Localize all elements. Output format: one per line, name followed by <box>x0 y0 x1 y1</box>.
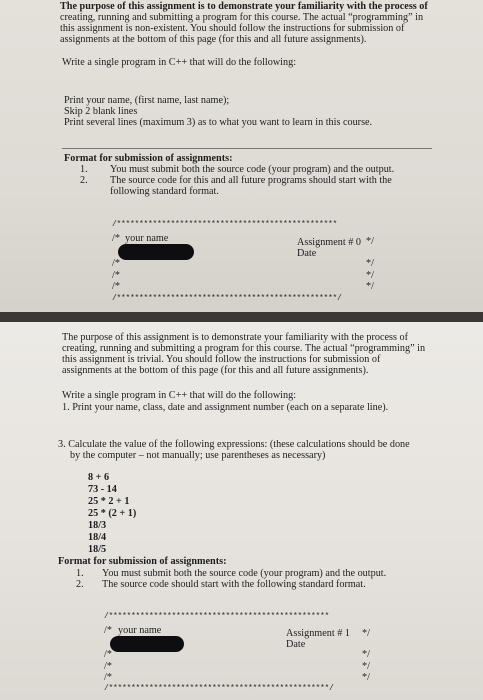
comment-open: /* <box>112 233 120 244</box>
intro-line: assignments at the bottom of this page (for this and all future assignments). <box>60 34 367 45</box>
intro-line: The purpose of this assignment is to demonstrate your familiarity with the process of <box>60 1 428 12</box>
comment-open: /* <box>104 661 112 672</box>
format-item-number: 1. <box>76 568 84 579</box>
comment-close: */ <box>362 649 370 660</box>
star-line-top: /************************************************* <box>112 220 338 229</box>
expression: 18/3 <box>88 520 107 531</box>
comment-open: /* <box>112 281 120 292</box>
format-item-number: 1. <box>80 164 88 175</box>
redaction-mark <box>118 244 194 260</box>
name-label: your name <box>118 625 162 636</box>
comment-close: */ <box>362 628 370 639</box>
star-line-bottom: /*************************************************/ <box>104 684 334 693</box>
star-line-bottom: /*************************************************/ <box>112 294 342 303</box>
date-label: Date <box>297 248 317 259</box>
comment-close: */ <box>362 661 370 672</box>
task-line: Skip 2 blank lines <box>64 106 138 117</box>
expression: 18/5 <box>88 544 107 555</box>
task-item-3-cont: by the computer – not manually; use parentheses as necessary) <box>70 450 326 461</box>
comment-close: */ <box>366 236 374 247</box>
task-item-1: 1. Print your name, class, date and assignment number (each on a separate line). <box>62 402 389 413</box>
write-instruction: Write a single program in C++ that will do the following: <box>62 390 297 401</box>
section-rule <box>62 148 432 149</box>
format-item-number: 2. <box>76 579 84 590</box>
date-label: Date <box>286 639 306 650</box>
comment-close: */ <box>366 281 374 292</box>
comment-open: /* <box>104 672 112 683</box>
intro-line: creating, running and submitting a program for this course. The actual “programming” in <box>60 12 424 23</box>
name-label: your name <box>125 233 169 244</box>
format-item-number: 2. <box>80 175 88 186</box>
comment-open: /* <box>112 270 120 281</box>
expression: 8 + 6 <box>88 472 110 483</box>
task-item-3: 3. Calculate the value of the following expressions: (these calculations should be done <box>58 439 410 450</box>
assignment-label: Assignment # 0 <box>297 237 361 248</box>
comment-close: */ <box>362 672 370 683</box>
comment-close: */ <box>366 270 374 281</box>
intro-line: assignments at the bottom of this page (for this and all future assignments). <box>62 365 369 376</box>
intro-line: this assignment is trivial. You should follow the instructions for submission of <box>62 354 381 365</box>
format-item-text: You must submit both the source code (your program) and the output. <box>102 568 387 579</box>
expression: 25 * (2 + 1) <box>88 508 137 519</box>
expression: 25 * 2 + 1 <box>88 496 130 507</box>
format-item-text: The source code for this and all future programs should start with the <box>110 175 392 186</box>
redaction-mark <box>110 636 184 652</box>
format-item-text: The source code should start with the following standard format. <box>102 579 366 590</box>
write-instruction: Write a single program in C++ that will do the following: <box>62 57 297 68</box>
format-item-text: following standard format. <box>110 186 219 197</box>
top-document-sheet <box>0 0 483 316</box>
format-item-text: You must submit both the source code (your program) and the output. <box>110 164 395 175</box>
comment-open: /* <box>104 649 112 660</box>
intro-line: this assignment is non-existent. You should follow the instructions for submission of <box>60 23 405 34</box>
comment-open: /* <box>104 625 112 636</box>
assignment-label: Assignment # 1 <box>286 628 350 639</box>
expression: 18/4 <box>88 532 107 543</box>
expression: 73 - 14 <box>88 484 117 495</box>
task-line: Print your name, (first name, last name); <box>64 95 230 106</box>
task-line: Print several lines (maximum 3) as to what you want to learn in this course. <box>64 117 373 128</box>
format-heading: Format for submission of assignments: <box>64 153 233 164</box>
comment-close: */ <box>366 258 374 269</box>
intro-line: The purpose of this assignment is to demonstrate your familiarity with the process of <box>62 332 409 343</box>
bottom-document-sheet <box>0 322 483 700</box>
format-heading: Format for submission of assignments: <box>58 556 227 567</box>
comment-open: /* <box>112 258 120 269</box>
star-line-top: /************************************************* <box>104 612 330 621</box>
intro-line: creating, running and submitting a program for this course. The actual “programming” in <box>62 343 426 354</box>
